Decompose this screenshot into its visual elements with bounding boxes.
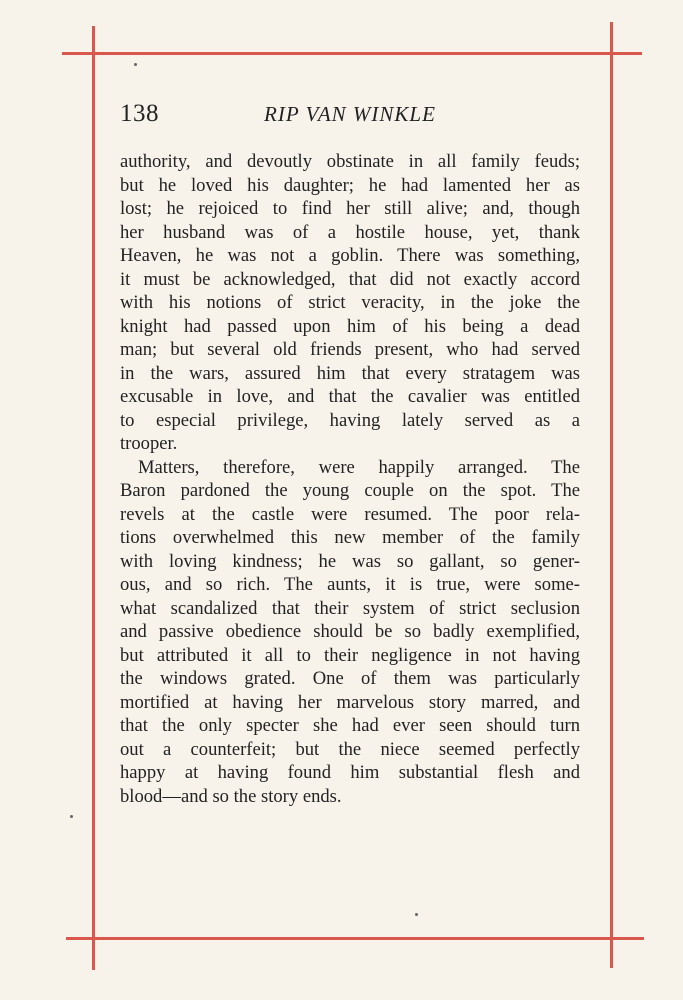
page-header — [120, 100, 580, 134]
frame-rule-left — [92, 26, 95, 970]
text-line: to especial privilege, having lately served as a — [120, 409, 580, 431]
text-line: but he loved his daughter; he had lamented her as — [120, 174, 580, 196]
page-number: 138 — [120, 100, 159, 127]
text-line: lost; he rejoiced to find her still alive; and, though — [120, 198, 580, 219]
text-line: revels at the castle were resumed. The poor rela- — [120, 503, 580, 525]
text-line: and passive obedience should be so badly exemplified, — [120, 621, 580, 642]
text-line: Matters, therefore, were happily arranged. The — [138, 456, 580, 478]
text-line: that the only specter she had ever seen should turn — [120, 715, 580, 736]
text-line: mortified at having her marvelous story marred, and — [120, 691, 580, 713]
text-line: but attributed it all to their negligence in not having — [120, 644, 580, 666]
text-line: what scandalized that their system of strict seclusion — [120, 597, 580, 619]
text-line: Baron pardoned the young couple on the spot. The — [120, 480, 580, 501]
text-line: the windows grated. One of them was particularly — [120, 668, 580, 689]
paper-speck — [134, 63, 137, 66]
text-line: excusable in love, and that the cavalier was entitled — [120, 386, 580, 407]
text-line: blood—and so the story ends. — [120, 785, 342, 807]
text-line: ous, and so rich. The aunts, it is true, were some- — [120, 574, 580, 595]
frame-rule-right — [610, 22, 613, 968]
frame-rule-top — [62, 52, 642, 55]
paper-speck — [70, 815, 73, 818]
text-line: out a counterfeit; but the niece seemed perfectly — [120, 738, 580, 760]
text-line: it must be acknowledged, that did not exactly accord — [120, 268, 580, 290]
text-line: happy at having found him substantial flesh and — [120, 762, 580, 783]
text-line: her husband was of a hostile house, yet, thank — [120, 221, 580, 243]
text-line: in the wars, assured him that every stratagem was — [120, 362, 580, 384]
text-line: with loving kindness; he was so gallant, so gener- — [120, 550, 580, 572]
frame-rule-bottom — [66, 937, 644, 940]
text-line: authority, and devoutly obstinate in all family feuds; — [120, 151, 580, 172]
running-title: RIP VAN WINKLE — [264, 102, 436, 126]
text-line: man; but several old friends present, who had served — [120, 339, 580, 360]
text-line: tions overwhelmed this new member of the family — [120, 527, 580, 548]
paper-speck — [415, 913, 418, 916]
text-line: Heaven, he was not a goblin. There was something, — [120, 245, 580, 266]
text-line: knight had passed upon him of his being a dead — [120, 315, 580, 337]
text-line: with his notions of strict veracity, in the joke the — [120, 292, 580, 313]
body-text — [120, 150, 580, 808]
text-line: trooper. — [120, 433, 178, 454]
